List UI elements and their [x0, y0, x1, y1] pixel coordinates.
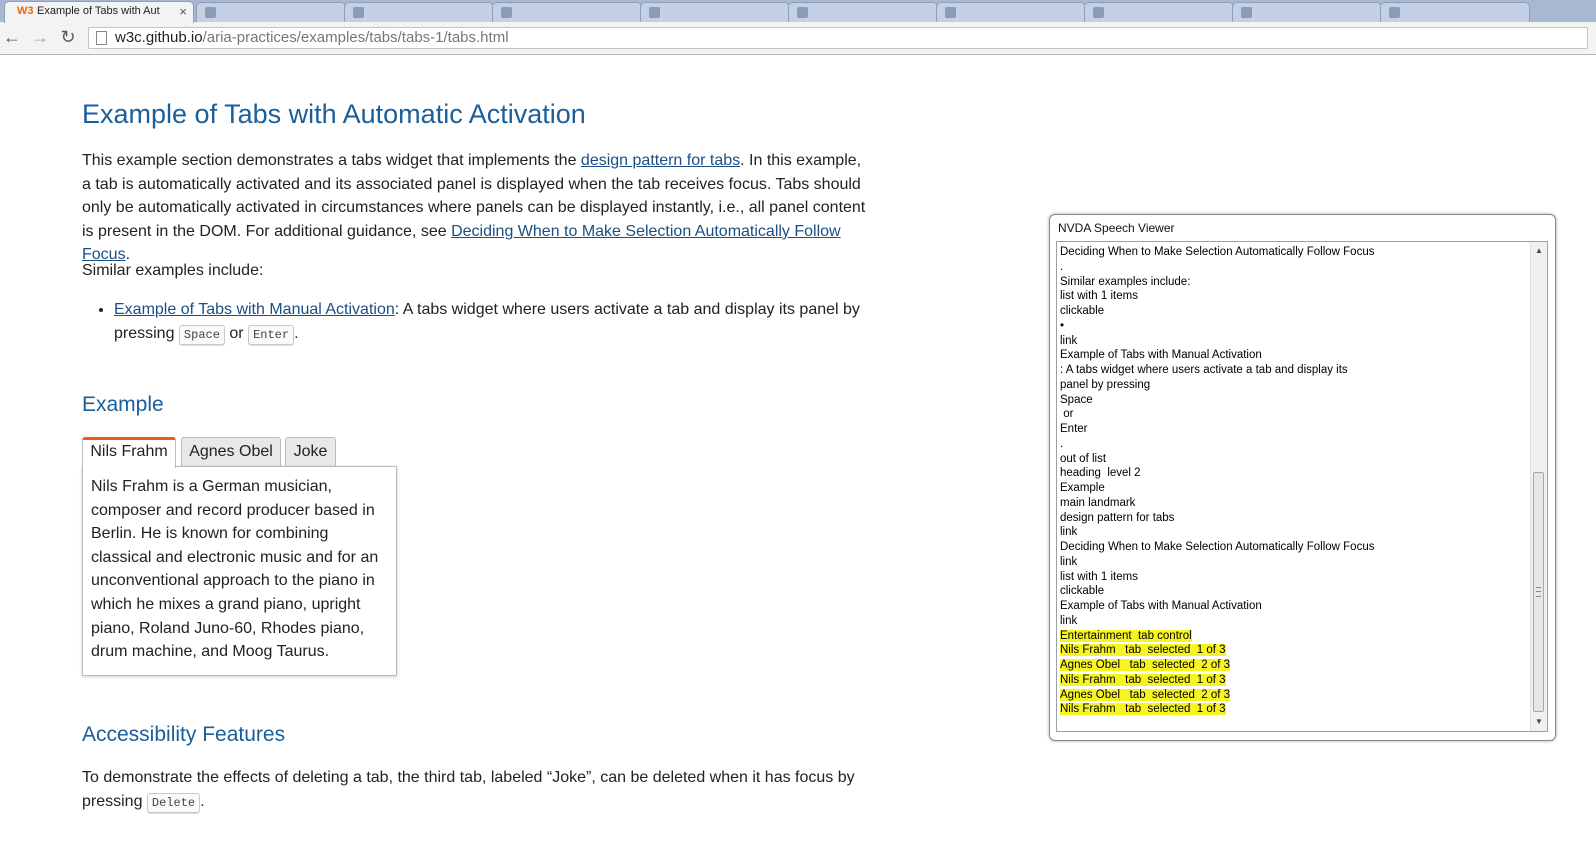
speech-line [1060, 511, 1530, 526]
speech-line [1060, 393, 1530, 408]
speech-line [1060, 481, 1530, 496]
back-arrow-icon[interactable]: ← [3, 27, 21, 47]
speech-line-text: Deciding When to Make Selection Automatically Follow Focus [1060, 246, 1375, 258]
scroll-down-arrow-icon[interactable]: ▼ [1535, 717, 1543, 726]
browser-tab-background[interactable] [1380, 2, 1530, 22]
intro-text-3: . [125, 246, 131, 264]
speech-line [1060, 599, 1530, 614]
speech-line-text: . [1060, 260, 1064, 273]
speech-line [1060, 466, 1530, 481]
browser-tab-active[interactable] [4, 1, 194, 23]
speech-line [1060, 688, 1530, 703]
browser-tab-title: Example of Tabs with Aut [37, 5, 160, 17]
speech-line-text: heading level 2 [1060, 467, 1141, 480]
intro-text-1: This example section demonstrates a tabs widget that implements the [82, 152, 581, 169]
tab-favicon-icon [797, 7, 808, 18]
speech-line-text-highlighted: Nils Frahm tab selected 1 of 3 [1060, 673, 1226, 686]
example-heading: Example [82, 393, 164, 416]
kbd-space: Space [179, 325, 225, 345]
speech-line-text: Space [1060, 393, 1093, 406]
speech-line-text: Enter [1060, 423, 1088, 435]
tab-favicon-icon [205, 7, 216, 18]
speech-line [1060, 643, 1530, 658]
speech-line [1060, 540, 1530, 555]
accessibility-paragraph [82, 766, 872, 815]
intro-text-2: . In this example, a tab is automatically activated and its associated panel is displayed when the tab receives focus. Tabs should only be automatically activated in circumstances where panels can be displayed instantly, i.e., all panel content is present in the DOM. For additional guidance, see [82, 152, 866, 240]
speech-line-text-highlighted: Agnes Obel tab selected 2 of 3 [1060, 688, 1231, 701]
tab-joke[interactable]: Joke [285, 437, 336, 467]
speech-line [1060, 260, 1530, 275]
speech-line [1060, 614, 1530, 629]
speech-line [1060, 304, 1530, 319]
similar-text-2: or [224, 325, 249, 342]
tab-nils-frahm[interactable]: Nils Frahm [82, 437, 176, 468]
speech-log-textbox[interactable] [1056, 241, 1548, 732]
browser-tab-background[interactable] [344, 2, 494, 22]
speech-line-text-highlighted: Agnes Obel tab selected 2 of 3 [1060, 659, 1231, 671]
speech-line [1060, 363, 1530, 378]
speech-line [1060, 555, 1530, 570]
browser-tab-background[interactable] [196, 2, 346, 22]
access-text-2: . [200, 792, 205, 810]
speech-line [1060, 275, 1530, 290]
access-text-1: To demonstrate the effects of deleting a tab, the third tab, labeled “Joke”, can be deleted when it has focus by pressing [82, 769, 855, 810]
reload-icon[interactable]: ↻ [60, 27, 76, 47]
tab-favicon-icon [1093, 7, 1104, 18]
speech-line-text: Example [1060, 482, 1105, 494]
manual-activation-link[interactable]: Example of Tabs with Manual Activation [114, 301, 395, 318]
speech-line [1060, 348, 1530, 363]
speech-line [1060, 673, 1530, 688]
forward-arrow-icon[interactable]: → [31, 27, 49, 47]
tab-favicon-icon [1389, 7, 1400, 18]
speech-line [1060, 289, 1530, 304]
url-host: w3c.github.io [115, 29, 203, 46]
speech-line-text: clickable [1060, 585, 1105, 598]
speech-line [1060, 378, 1530, 393]
speech-line [1060, 245, 1530, 260]
scroll-up-arrow-icon[interactable]: ▲ [1535, 246, 1543, 255]
speech-line [1060, 422, 1530, 437]
intro-paragraph [82, 149, 872, 267]
speech-line-text: link [1060, 555, 1078, 568]
speech-line [1060, 570, 1530, 585]
tab-panel [82, 466, 397, 676]
similar-text-1: : A tabs widget where users activate a tab and display its panel by pressing [114, 301, 860, 342]
page-title: Example of Tabs with Automatic Activation [82, 99, 586, 129]
tab-favicon-icon [649, 7, 660, 18]
kbd-delete: Delete [147, 793, 200, 813]
browser-tab-background[interactable] [1232, 2, 1382, 22]
url-path: /aria-practices/examples/tabs/tabs-1/tabs.html [202, 29, 509, 46]
speech-line [1060, 629, 1530, 644]
speech-line-text-highlighted: Entertainment tab control [1060, 629, 1192, 642]
speech-line [1060, 584, 1530, 599]
tab-favicon-icon [353, 7, 364, 18]
speech-line-text: Similar examples include: [1060, 275, 1191, 288]
scrollbar-thumb[interactable] [1533, 472, 1544, 712]
speech-line-text-highlighted: Nils Frahm tab selected 1 of 3 [1060, 703, 1226, 716]
browser-tab-background[interactable] [1084, 2, 1234, 22]
grip-icon [1536, 587, 1541, 597]
similar-examples-list [82, 298, 874, 347]
address-bar[interactable] [88, 27, 1588, 49]
accessibility-heading: Accessibility Features [82, 723, 286, 746]
speech-line [1060, 407, 1530, 422]
speech-line-text: : A tabs widget where users activate a tab and display its [1060, 364, 1348, 376]
speech-line [1060, 334, 1530, 349]
speech-line-text: link [1060, 526, 1078, 539]
tab-favicon-icon [501, 7, 512, 18]
speech-line-text: clickable [1060, 305, 1105, 317]
speech-line-text: design pattern for tabs [1060, 511, 1175, 524]
speech-line-text: . [1060, 437, 1064, 450]
design-pattern-link[interactable]: design pattern for tabs [580, 152, 741, 169]
speech-line [1060, 437, 1530, 452]
speech-line [1060, 658, 1530, 673]
nvda-speech-viewer-window [1049, 214, 1556, 741]
tab-favicon-icon [1241, 7, 1252, 18]
list-item [114, 298, 874, 347]
speech-line-text: list with 1 items [1060, 570, 1138, 583]
speech-line-text: link [1060, 334, 1078, 347]
speech-line-text: Deciding When to Make Selection Automatically Follow Focus [1060, 541, 1375, 553]
speech-line-text: or [1060, 408, 1074, 421]
browser-tab-background[interactable] [788, 2, 938, 22]
browser-tab-strip [0, 0, 1596, 22]
close-tab-icon[interactable]: × [179, 4, 187, 19]
speech-line [1060, 496, 1530, 511]
speech-line-text: panel by pressing [1060, 378, 1151, 391]
speech-line [1060, 525, 1530, 540]
speech-line [1060, 452, 1530, 467]
similar-examples-label: Similar examples include: [82, 262, 264, 279]
browser-toolbar [0, 22, 1596, 55]
kbd-enter: Enter [248, 325, 294, 345]
speech-line-text: out of list [1060, 452, 1107, 465]
page-icon [96, 31, 107, 45]
speech-line-text: Example of Tabs with Manual Activation [1060, 600, 1262, 612]
speech-line-text: list with 1 items [1060, 290, 1138, 303]
speech-line-text: link [1060, 614, 1078, 627]
tab-agnes-obel[interactable]: Agnes Obel [181, 437, 281, 467]
speech-line-text: • [1060, 319, 1065, 332]
tab-panel-text: Nils Frahm is a German musician, composer and record producer based in Berlin. He is known for combining classical and electronic music and for an unconventional approach to the piano in which he mixes a grand piano, upright piano, Roland Juno-60, Rhodes piano, drum machine, and Moog Taurus. [91, 478, 379, 661]
speech-line [1060, 702, 1530, 717]
tab-favicon-icon [945, 7, 956, 18]
w3c-favicon-icon: W3 [17, 5, 34, 17]
speech-log-lines [1060, 245, 1530, 717]
speech-line-text-highlighted: Nils Frahm tab selected 1 of 3 [1060, 644, 1226, 657]
nvda-window-title: NVDA Speech Viewer [1058, 221, 1175, 235]
browser-tab-background[interactable] [936, 2, 1086, 22]
browser-tab-background[interactable] [492, 2, 642, 22]
browser-tab-background[interactable] [640, 2, 790, 22]
selection-follow-focus-link[interactable]: Deciding When to Make Selection Automatically Follow Focus [82, 222, 841, 264]
similar-text-3: . [294, 325, 299, 342]
speech-line [1060, 319, 1530, 334]
vertical-scrollbar[interactable] [1530, 242, 1547, 731]
speech-line-text: Example of Tabs with Manual Activation [1060, 349, 1262, 362]
speech-line-text: main landmark [1060, 496, 1136, 509]
